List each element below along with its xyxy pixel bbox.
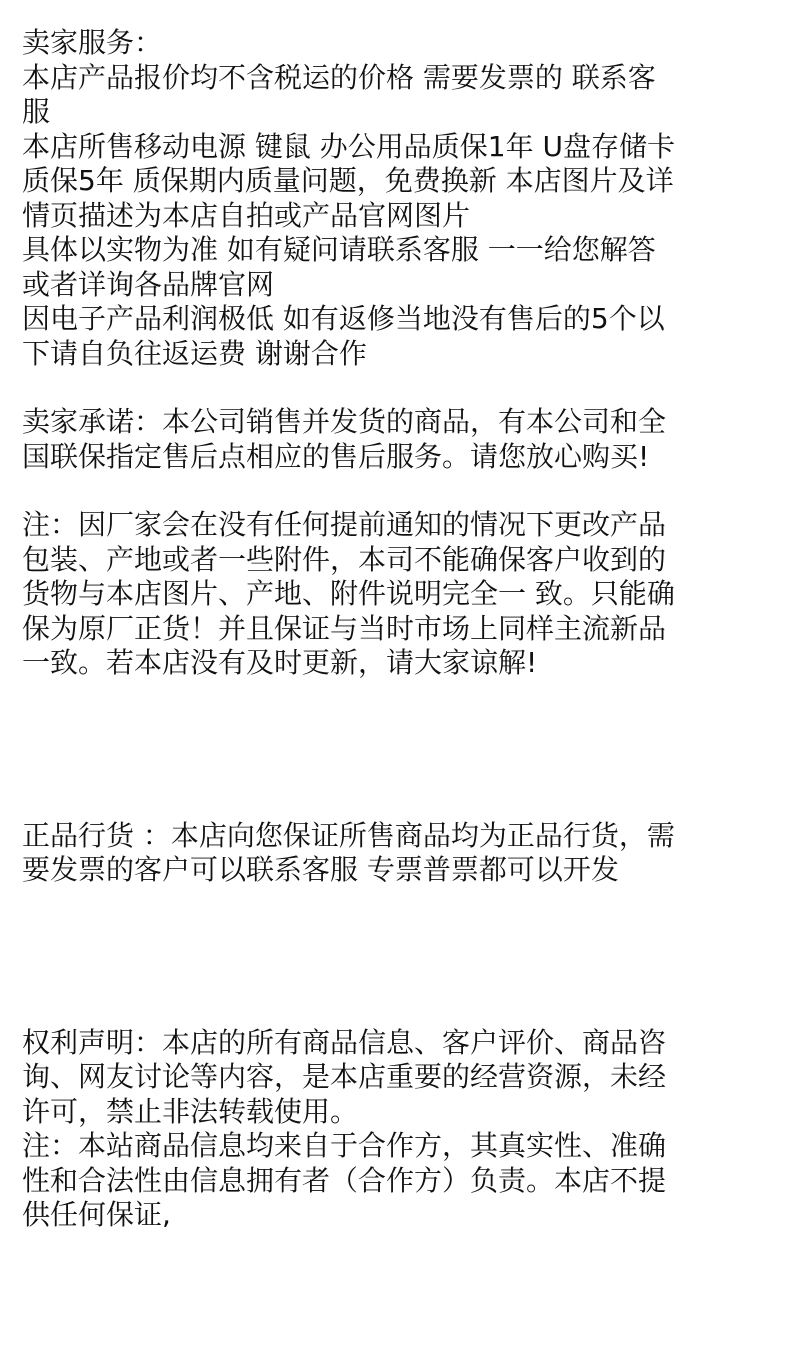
note-line: 一致。若本店没有及时更新，请大家谅解! [22, 646, 538, 679]
seller-service-line: 下请自负往返运费 谢谢合作 [22, 336, 367, 370]
spacer [22, 681, 772, 819]
seller-service-line: 本店所售移动电源 键鼠 办公用品质保1年 U盘存储卡 [22, 129, 676, 163]
note-line: 货物与本店图片、产地、附件说明完全一 致。只能确 [22, 577, 675, 610]
seller-service-heading: 卖家服务： [22, 26, 163, 59]
spacer [22, 474, 772, 508]
spacer [22, 888, 772, 1026]
spacer [22, 371, 772, 405]
seller-service-section [22, 26, 772, 371]
seller-service-line: 本店产品报价均不含税运的价格 需要发票的 联系客 [22, 60, 656, 94]
rights-statement-line: 注：本站商品信息均来自于合作方，其真实性、准确 [22, 1129, 667, 1162]
genuine-goods-section [22, 819, 772, 888]
seller-service-line: 服 [22, 95, 51, 128]
page-content [22, 26, 772, 1233]
seller-service-line: 或者详询各品牌官网 [22, 267, 275, 301]
rights-statement-line: 供任何保证, [22, 1198, 171, 1231]
seller-promise-section [22, 405, 772, 474]
genuine-goods-line: 正品行货 ：本店向您保证所售商品均为正品行货，需 [22, 818, 675, 852]
rights-statement-section [22, 1026, 772, 1233]
seller-promise-line: 卖家承诺：本公司销售并发货的商品，有本公司和全 [22, 405, 667, 438]
seller-service-line: 因电子产品利润极低 如有返修当地没有售后的5个以 [22, 302, 665, 335]
note-section [22, 508, 772, 681]
seller-service-line: 具体以实物为准 如有疑问请联系客服 一一给您解答 [22, 233, 656, 266]
note-line: 注：因厂家会在没有任何提前通知的情况下更改产品 [22, 508, 667, 541]
seller-promise-line: 国联保指定售后点相应的售后服务。请您放心购买! [22, 439, 650, 473]
rights-statement-line: 询、网友讨论等内容，是本店重要的经营资源，未经 [22, 1060, 667, 1093]
rights-statement-line: 权利声明：本店的所有商品信息、客户评价、商品咨 [22, 1025, 667, 1059]
seller-service-line: 情页描述为本店自拍或产品官网图片 [22, 198, 471, 232]
note-line: 包装、产地或者一些附件，本司不能确保客户收到的 [22, 542, 667, 576]
note-line: 保为原厂正货！并且保证与当时市场上同样主流新品 [22, 611, 667, 645]
rights-statement-line: 性和合法性由信息拥有者（合作方）负责。本店不提 [22, 1163, 667, 1197]
rights-statement-line: 许可，禁止非法转载使用。 [22, 1094, 359, 1128]
genuine-goods-line: 要发票的客户可以联系客服 专票普票都可以开发 [22, 853, 619, 886]
seller-service-line: 质保5年 质保期内质量问题，免费换新 本店图片及详 [22, 164, 674, 197]
